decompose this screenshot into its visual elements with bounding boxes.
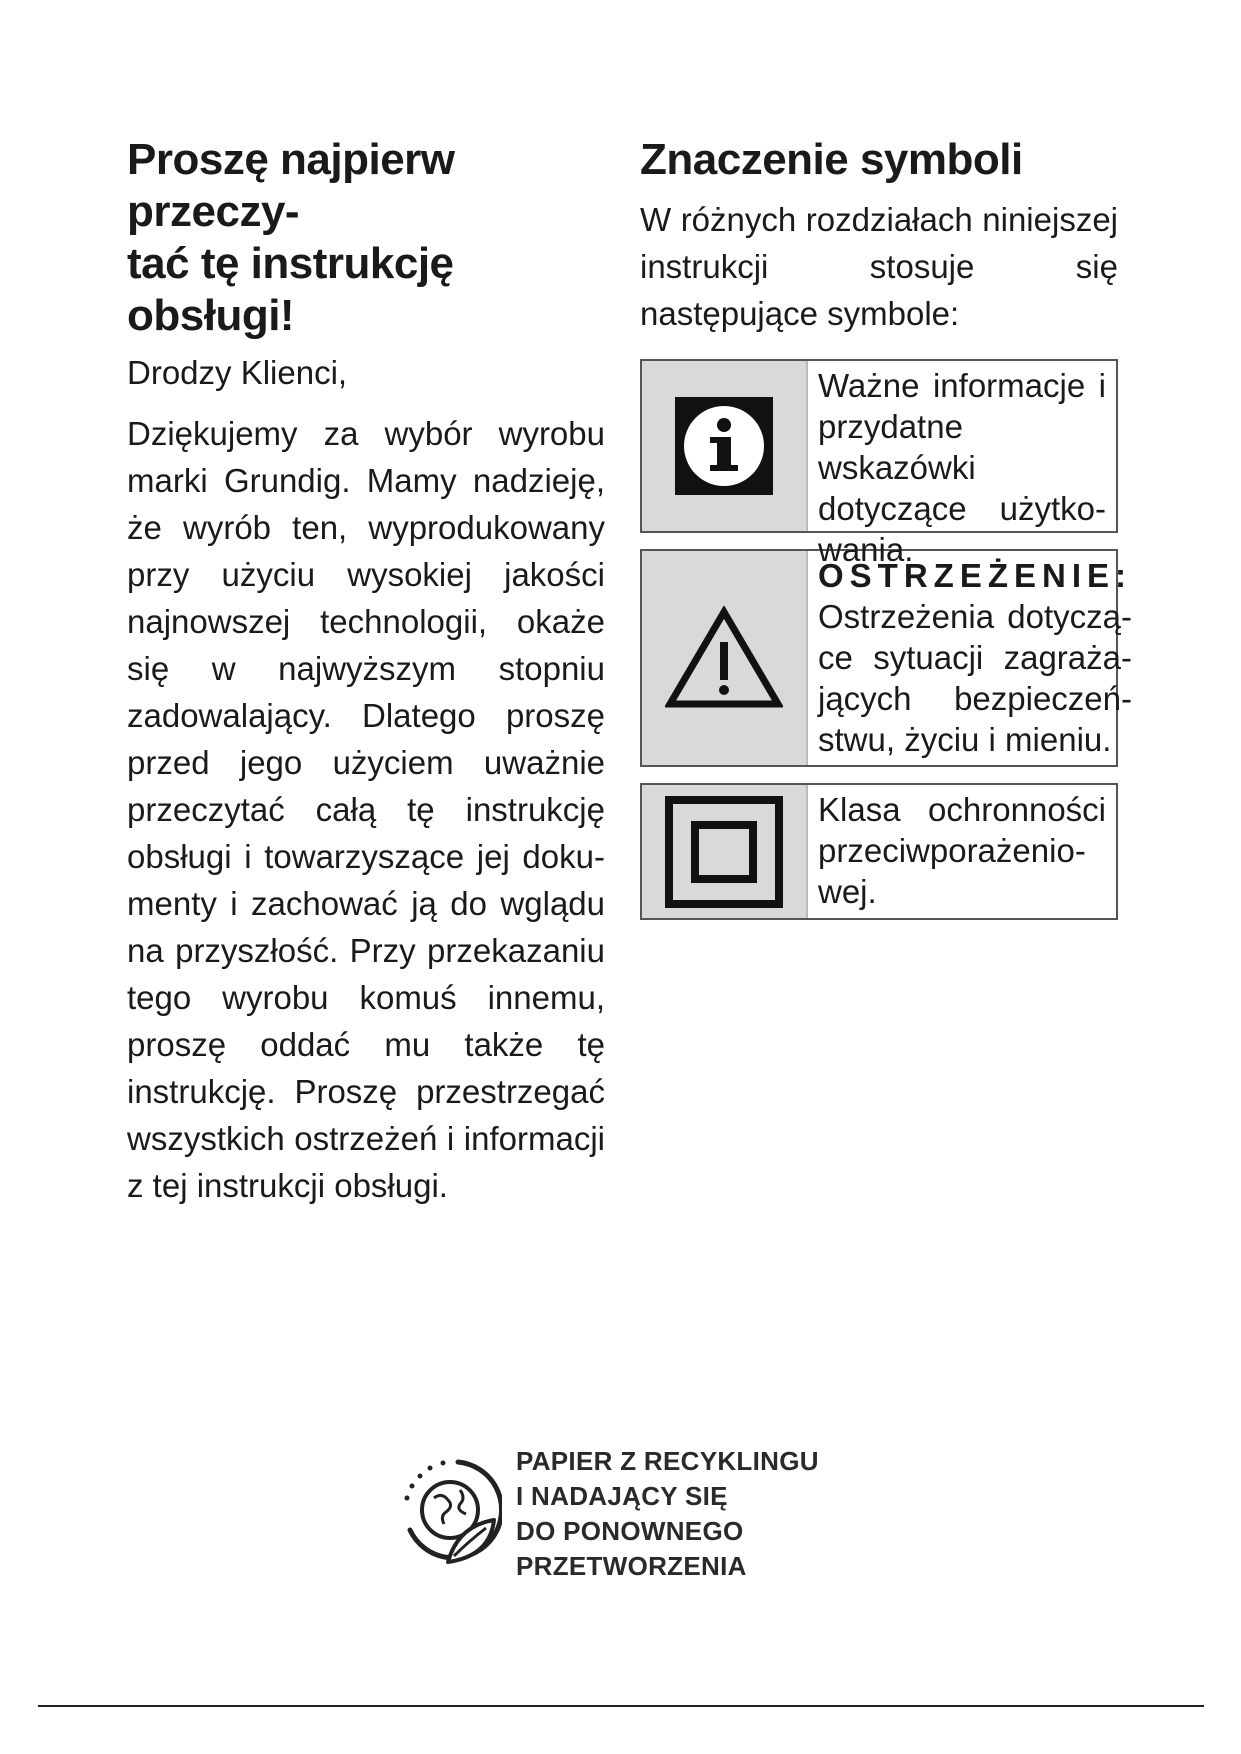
recycled-paper-badge — [398, 1444, 858, 1584]
symbol-row-protection-class — [640, 783, 1118, 920]
recycle-line-2: I NADAJĄCY SIĘ — [516, 1481, 728, 1511]
recycle-line-4: PRZETWORZENIA — [516, 1551, 747, 1581]
recycle-line-3: DO PONOWNEGO — [516, 1516, 744, 1546]
info-icon — [675, 397, 773, 495]
recycled-paper-text — [516, 1444, 819, 1584]
recycle-line-1: PAPIER Z RECYKLINGU — [516, 1446, 819, 1476]
symbols-title: Znaczenie symboli — [640, 135, 1023, 184]
symbol-row-warning — [640, 549, 1133, 767]
title-line-2: tać tę instrukcję obsługi! — [127, 239, 454, 340]
warning-icon — [665, 606, 783, 710]
left-column — [127, 134, 605, 1209]
symbols-intro: W różnych rozdziałach niniejszej instrukcji stosuje się następujące symbole: — [640, 201, 1118, 332]
recycle-globe-leaf-icon — [398, 1454, 502, 1574]
symbol-text — [806, 551, 1142, 765]
symbol-row-info — [640, 359, 1118, 568]
greeting: Drodzy Klienci, — [127, 354, 348, 391]
symbol-table — [640, 359, 1133, 920]
double-insulation-icon — [665, 796, 783, 908]
symbol-icon-cell — [642, 361, 806, 531]
symbol-icon-cell — [642, 551, 806, 765]
symbol-text: Klasa ochronności przeciwporażeniowej. — [806, 785, 1116, 918]
warning-text: Ostrzeżenia dotyczące sytuacji zagrażających bezpieczeństwu, życiu i mieniu. — [818, 598, 1133, 758]
footer-divider — [38, 1705, 1204, 1707]
read-first-title — [127, 134, 605, 342]
symbol-icon-cell — [642, 785, 806, 918]
symbol-text: Ważne informacje i przydatne wskazówki dotyczące użytkowania. — [806, 361, 1116, 531]
warning-label: OSTRZEŻENIE: — [818, 557, 1133, 594]
right-column — [640, 134, 1133, 936]
intro-paragraph: Dziękujemy za wybór wyrobu marki Grundig. Mamy nadzieję, że wyrób ten, wyprodukowany przy użyciu wysokiej jakości najnowszej technologii, okaże się w najwyższym stopniu zadowalający. Dlatego proszę przed jego użyciem uważnie przeczytać całą tę instrukcję obsługi i towarzyszące jej dokumenty i zachować ją do wglądu na przyszłość. Przy przekazaniu tego wyrobu komuś innemu, proszę oddać mu także tę instrukcję. Proszę przestrzegać wszystkich ostrzeżeń i informacji z tej instrukcji obsługi. — [127, 415, 605, 1204]
title-line-1: Proszę najpierw przeczy- — [127, 135, 455, 236]
